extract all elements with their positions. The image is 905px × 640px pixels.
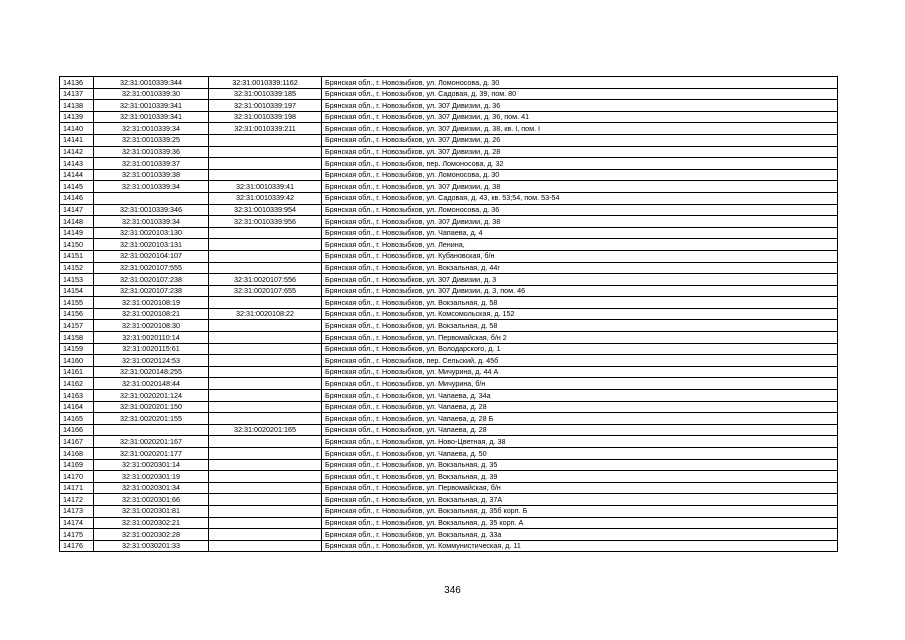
- address-cell: Брянская обл., г. Новозыбков, ул. Володарского, д. 1: [322, 343, 838, 355]
- registry-table: [59, 76, 838, 552]
- related-cadastral-number-cell: [209, 366, 322, 378]
- row-number-cell: 14160: [60, 355, 94, 367]
- row-number-cell: 14142: [60, 146, 94, 158]
- table-row: [60, 529, 838, 541]
- row-number-cell: 14157: [60, 320, 94, 332]
- cadastral-number-cell: [94, 424, 209, 436]
- row-number-cell: 14156: [60, 308, 94, 320]
- address-cell: Брянская обл., г. Новозыбков, ул. Садовая, д. 39, пом. 80: [322, 88, 838, 100]
- address-cell: Брянская обл., г. Новозыбков, ул. 307 Дивизии, д. 38, кв. I, пом. I: [322, 123, 838, 135]
- related-cadastral-number-cell: 32:31:0010339:198: [209, 111, 322, 123]
- row-number-cell: 14150: [60, 239, 94, 251]
- address-cell: Брянская обл., г. Новозыбков, ул. 307 Дивизии, д. 3: [322, 274, 838, 286]
- row-number-cell: 14152: [60, 262, 94, 274]
- cadastral-number-cell: 32:31:0020148:255: [94, 366, 209, 378]
- table-row: [60, 320, 838, 332]
- table-row: [60, 436, 838, 448]
- row-number-cell: 14164: [60, 401, 94, 413]
- row-number-cell: 14141: [60, 134, 94, 146]
- table-row: [60, 192, 838, 204]
- table-row: [60, 227, 838, 239]
- related-cadastral-number-cell: 32:31:0010339:956: [209, 216, 322, 228]
- row-number-cell: 14158: [60, 332, 94, 344]
- row-number-cell: 14139: [60, 111, 94, 123]
- address-cell: Брянская обл., г. Новозыбков, ул. 307 Дивизии, д. 36: [322, 100, 838, 112]
- cadastral-number-cell: 32:31:0020108:19: [94, 297, 209, 309]
- related-cadastral-number-cell: 32:31:0010339:197: [209, 100, 322, 112]
- table-row: [60, 297, 838, 309]
- cadastral-number-cell: 32:31:0020107:238: [94, 285, 209, 297]
- row-number-cell: 14173: [60, 505, 94, 517]
- cadastral-number-cell: 32:31:0020148:44: [94, 378, 209, 390]
- table-row: [60, 285, 838, 297]
- cadastral-number-cell: 32:31:0020302:28: [94, 529, 209, 541]
- address-cell: Брянская обл., г. Новозыбков, ул. Мичурина, д. 44 А: [322, 366, 838, 378]
- row-number-cell: 14144: [60, 169, 94, 181]
- row-number-cell: 14161: [60, 366, 94, 378]
- table-row: [60, 111, 838, 123]
- related-cadastral-number-cell: 32:31:0010339:1162: [209, 77, 322, 89]
- related-cadastral-number-cell: [209, 355, 322, 367]
- table-row: [60, 378, 838, 390]
- address-cell: Брянская обл., г. Новозыбков, ул. Ломоносова, д. 30: [322, 77, 838, 89]
- table-row: [60, 216, 838, 228]
- address-cell: Брянская обл., г. Новозыбков, ул. Вокзальная, д. 35 корп. А: [322, 517, 838, 529]
- related-cadastral-number-cell: [209, 320, 322, 332]
- table-row: [60, 390, 838, 402]
- table-row: [60, 77, 838, 89]
- address-cell: Брянская обл., г. Новозыбков, ул. Вокзальная, д. 44г: [322, 262, 838, 274]
- row-number-cell: 14174: [60, 517, 94, 529]
- cadastral-number-cell: 32:31:0010339:346: [94, 204, 209, 216]
- table-row: [60, 366, 838, 378]
- related-cadastral-number-cell: [209, 158, 322, 170]
- cadastral-number-cell: 32:31:0010339:36: [94, 146, 209, 158]
- related-cadastral-number-cell: [209, 390, 322, 402]
- address-cell: Брянская обл., г. Новозыбков, ул. Мичурина, б/н: [322, 378, 838, 390]
- related-cadastral-number-cell: [209, 436, 322, 448]
- cadastral-number-cell: 32:31:0020201:155: [94, 413, 209, 425]
- table-row: [60, 332, 838, 344]
- related-cadastral-number-cell: 32:31:0020201:165: [209, 424, 322, 436]
- related-cadastral-number-cell: [209, 262, 322, 274]
- cadastral-number-cell: 32:31:0020301:66: [94, 494, 209, 506]
- cadastral-number-cell: 32:31:0020301:34: [94, 482, 209, 494]
- row-number-cell: 14138: [60, 100, 94, 112]
- registry-table-body: [60, 77, 838, 552]
- cadastral-number-cell: 32:31:0020301:14: [94, 459, 209, 471]
- cadastral-number-cell: 32:31:0010339:341: [94, 100, 209, 112]
- related-cadastral-number-cell: [209, 517, 322, 529]
- address-cell: Брянская обл., г. Новозыбков, пер. Ломоносова, д. 32: [322, 158, 838, 170]
- row-number-cell: 14146: [60, 192, 94, 204]
- cadastral-number-cell: 32:31:0010339:37: [94, 158, 209, 170]
- cadastral-number-cell: 32:31:0010339:341: [94, 111, 209, 123]
- cadastral-number-cell: 32:31:0010339:34: [94, 123, 209, 135]
- address-cell: Брянская обл., г. Новозыбков, ул. Вокзальная, д. 39: [322, 471, 838, 483]
- table-row: [60, 343, 838, 355]
- row-number-cell: 14148: [60, 216, 94, 228]
- row-number-cell: 14151: [60, 250, 94, 262]
- cadastral-number-cell: 32:31:0020107:555: [94, 262, 209, 274]
- row-number-cell: 14166: [60, 424, 94, 436]
- address-cell: Брянская обл., г. Новозыбков, ул. 307 Дивизии, д. 28: [322, 146, 838, 158]
- table-row: [60, 540, 838, 552]
- related-cadastral-number-cell: [209, 529, 322, 541]
- table-row: [60, 262, 838, 274]
- table-row: [60, 239, 838, 251]
- related-cadastral-number-cell: [209, 239, 322, 251]
- related-cadastral-number-cell: 32:31:0010339:41: [209, 181, 322, 193]
- related-cadastral-number-cell: [209, 343, 322, 355]
- address-cell: Брянская обл., г. Новозыбков, ул. 307 Дивизии, д. 38: [322, 216, 838, 228]
- table-row: [60, 181, 838, 193]
- row-number-cell: 14172: [60, 494, 94, 506]
- address-cell: Брянская обл., г. Новозыбков, ул. 307 Дивизии, д. 3, пом. 46: [322, 285, 838, 297]
- row-number-cell: 14147: [60, 204, 94, 216]
- table-row: [60, 100, 838, 112]
- related-cadastral-number-cell: 32:31:0010339:954: [209, 204, 322, 216]
- row-number-cell: 14137: [60, 88, 94, 100]
- address-cell: Брянская обл., г. Новозыбков, ул. 307 Дивизии, д. 26: [322, 134, 838, 146]
- related-cadastral-number-cell: [209, 332, 322, 344]
- cadastral-number-cell: 32:31:0010339:34: [94, 181, 209, 193]
- address-cell: Брянская обл., г. Новозыбков, ул. Садовая, д. 43, кв. 53;54, пом. 53-54: [322, 192, 838, 204]
- cadastral-number-cell: 32:31:0020103:131: [94, 239, 209, 251]
- address-cell: Брянская обл., г. Новозыбков, пер. Сельский, д. 45б: [322, 355, 838, 367]
- related-cadastral-number-cell: 32:31:0020107:556: [209, 274, 322, 286]
- cadastral-number-cell: 32:31:0010339:344: [94, 77, 209, 89]
- address-cell: Брянская обл., г. Новозыбков, ул. Ломоносова, д. 36: [322, 204, 838, 216]
- row-number-cell: 14176: [60, 540, 94, 552]
- cadastral-number-cell: 32:31:0020301:81: [94, 505, 209, 517]
- related-cadastral-number-cell: [209, 297, 322, 309]
- cadastral-number-cell: 32:31:0020103:130: [94, 227, 209, 239]
- address-cell: Брянская обл., г. Новозыбков, ул. Ломоносова, д. 30: [322, 169, 838, 181]
- row-number-cell: 14143: [60, 158, 94, 170]
- address-cell: Брянская обл., г. Новозыбков, ул. Чапаева, д. 4: [322, 227, 838, 239]
- related-cadastral-number-cell: [209, 227, 322, 239]
- address-cell: Брянская обл., г. Новозыбков, ул. Вокзальная, д. 33а: [322, 529, 838, 541]
- table-row: [60, 424, 838, 436]
- related-cadastral-number-cell: 32:31:0010339:185: [209, 88, 322, 100]
- cadastral-number-cell: 32:31:0010339:34: [94, 216, 209, 228]
- table-row: [60, 413, 838, 425]
- table-row: [60, 204, 838, 216]
- address-cell: Брянская обл., г. Новозыбков, ул. Чапаева, д. 28: [322, 424, 838, 436]
- cadastral-number-cell: 32:31:0020201:167: [94, 436, 209, 448]
- address-cell: Брянская обл., г. Новозыбков, ул. Чапаева, д. 28: [322, 401, 838, 413]
- table-row: [60, 505, 838, 517]
- cadastral-number-cell: 32:31:0010339:25: [94, 134, 209, 146]
- table-row: [60, 308, 838, 320]
- row-number-cell: 14140: [60, 123, 94, 135]
- row-number-cell: 14163: [60, 390, 94, 402]
- row-number-cell: 14149: [60, 227, 94, 239]
- address-cell: Брянская обл., г. Новозыбков, ул. Ново-Цветная, д. 38: [322, 436, 838, 448]
- address-cell: Брянская обл., г. Новозыбков, ул. Комсомольская, д. 152: [322, 308, 838, 320]
- address-cell: Брянская обл., г. Новозыбков, ул. Первомайская, б/н: [322, 482, 838, 494]
- cadastral-number-cell: 32:31:0010339:38: [94, 169, 209, 181]
- cadastral-number-cell: 32:31:0030201:33: [94, 540, 209, 552]
- related-cadastral-number-cell: [209, 505, 322, 517]
- row-number-cell: 14175: [60, 529, 94, 541]
- row-number-cell: 14155: [60, 297, 94, 309]
- address-cell: Брянская обл., г. Новозыбков, ул. Вокзальная, д. 58: [322, 297, 838, 309]
- cadastral-number-cell: 32:31:0020107:238: [94, 274, 209, 286]
- cadastral-number-cell: 32:31:0020104:107: [94, 250, 209, 262]
- table-row: [60, 134, 838, 146]
- related-cadastral-number-cell: [209, 459, 322, 471]
- table-row: [60, 88, 838, 100]
- table-row: [60, 494, 838, 506]
- table-row: [60, 274, 838, 286]
- table-row: [60, 123, 838, 135]
- cadastral-number-cell: 32:31:0020201:124: [94, 390, 209, 402]
- related-cadastral-number-cell: 32:31:0020107:655: [209, 285, 322, 297]
- related-cadastral-number-cell: [209, 378, 322, 390]
- row-number-cell: 14136: [60, 77, 94, 89]
- table-row: [60, 448, 838, 460]
- related-cadastral-number-cell: [209, 448, 322, 460]
- row-number-cell: 14165: [60, 413, 94, 425]
- row-number-cell: 14168: [60, 448, 94, 460]
- table-row: [60, 517, 838, 529]
- table-row: [60, 355, 838, 367]
- address-cell: Брянская обл., г. Новозыбков, ул. Вокзальная, д. 35: [322, 459, 838, 471]
- row-number-cell: 14170: [60, 471, 94, 483]
- related-cadastral-number-cell: [209, 413, 322, 425]
- address-cell: Брянская обл., г. Новозыбков, ул. 307 Дивизии, д. 36, пом. 41: [322, 111, 838, 123]
- address-cell: Брянская обл., г. Новозыбков, ул. Ленина,: [322, 239, 838, 251]
- address-cell: Брянская обл., г. Новозыбков, ул. Вокзальная, д. 58: [322, 320, 838, 332]
- table-row: [60, 146, 838, 158]
- cadastral-number-cell: [94, 192, 209, 204]
- cadastral-number-cell: 32:31:0020110:14: [94, 332, 209, 344]
- cadastral-number-cell: 32:31:0020115:61: [94, 343, 209, 355]
- table-row: [60, 459, 838, 471]
- related-cadastral-number-cell: [209, 169, 322, 181]
- address-cell: Брянская обл., г. Новозыбков, ул. Вокзальная, д. 37А: [322, 494, 838, 506]
- row-number-cell: 14159: [60, 343, 94, 355]
- cadastral-number-cell: 32:31:0020124:53: [94, 355, 209, 367]
- address-cell: Брянская обл., г. Новозыбков, ул. Вокзальная, д. 35б корп. Б: [322, 505, 838, 517]
- address-cell: Брянская обл., г. Новозыбков, ул. Чапаева, д. 50: [322, 448, 838, 460]
- table-row: [60, 250, 838, 262]
- related-cadastral-number-cell: [209, 471, 322, 483]
- page-number: 346: [444, 585, 461, 596]
- address-cell: Брянская обл., г. Новозыбков, ул. Чапаева, д. 28 Б: [322, 413, 838, 425]
- row-number-cell: 14145: [60, 181, 94, 193]
- address-cell: Брянская обл., г. Новозыбков, ул. Первомайская, б/н 2: [322, 332, 838, 344]
- related-cadastral-number-cell: [209, 482, 322, 494]
- related-cadastral-number-cell: [209, 401, 322, 413]
- related-cadastral-number-cell: [209, 494, 322, 506]
- related-cadastral-number-cell: [209, 134, 322, 146]
- cadastral-number-cell: 32:31:0020108:30: [94, 320, 209, 332]
- related-cadastral-number-cell: [209, 146, 322, 158]
- cadastral-number-cell: 32:31:0020201:177: [94, 448, 209, 460]
- related-cadastral-number-cell: 32:31:0020108:22: [209, 308, 322, 320]
- table-row: [60, 169, 838, 181]
- cadastral-number-cell: 32:31:0020201:150: [94, 401, 209, 413]
- cadastral-number-cell: 32:31:0010339:30: [94, 88, 209, 100]
- address-cell: Брянская обл., г. Новозыбков, ул. 307 Дивизии, д. 38: [322, 181, 838, 193]
- row-number-cell: 14171: [60, 482, 94, 494]
- related-cadastral-number-cell: [209, 250, 322, 262]
- row-number-cell: 14169: [60, 459, 94, 471]
- related-cadastral-number-cell: 32:31:0010339:42: [209, 192, 322, 204]
- table-row: [60, 471, 838, 483]
- address-cell: Брянская обл., г. Новозыбков, ул. Коммунистическая, д. 11: [322, 540, 838, 552]
- row-number-cell: 14153: [60, 274, 94, 286]
- address-cell: Брянская обл., г. Новозыбков, ул. Чапаева, д. 34а: [322, 390, 838, 402]
- cadastral-number-cell: 32:31:0020108:21: [94, 308, 209, 320]
- row-number-cell: 14167: [60, 436, 94, 448]
- row-number-cell: 14162: [60, 378, 94, 390]
- row-number-cell: 14154: [60, 285, 94, 297]
- related-cadastral-number-cell: [209, 540, 322, 552]
- table-row: [60, 401, 838, 413]
- cadastral-number-cell: 32:31:0020302:21: [94, 517, 209, 529]
- table-row: [60, 482, 838, 494]
- cadastral-number-cell: 32:31:0020301:19: [94, 471, 209, 483]
- table-row: [60, 158, 838, 170]
- address-cell: Брянская обл., г. Новозыбков, ул. Кубановская, б/н: [322, 250, 838, 262]
- related-cadastral-number-cell: 32:31:0010339:211: [209, 123, 322, 135]
